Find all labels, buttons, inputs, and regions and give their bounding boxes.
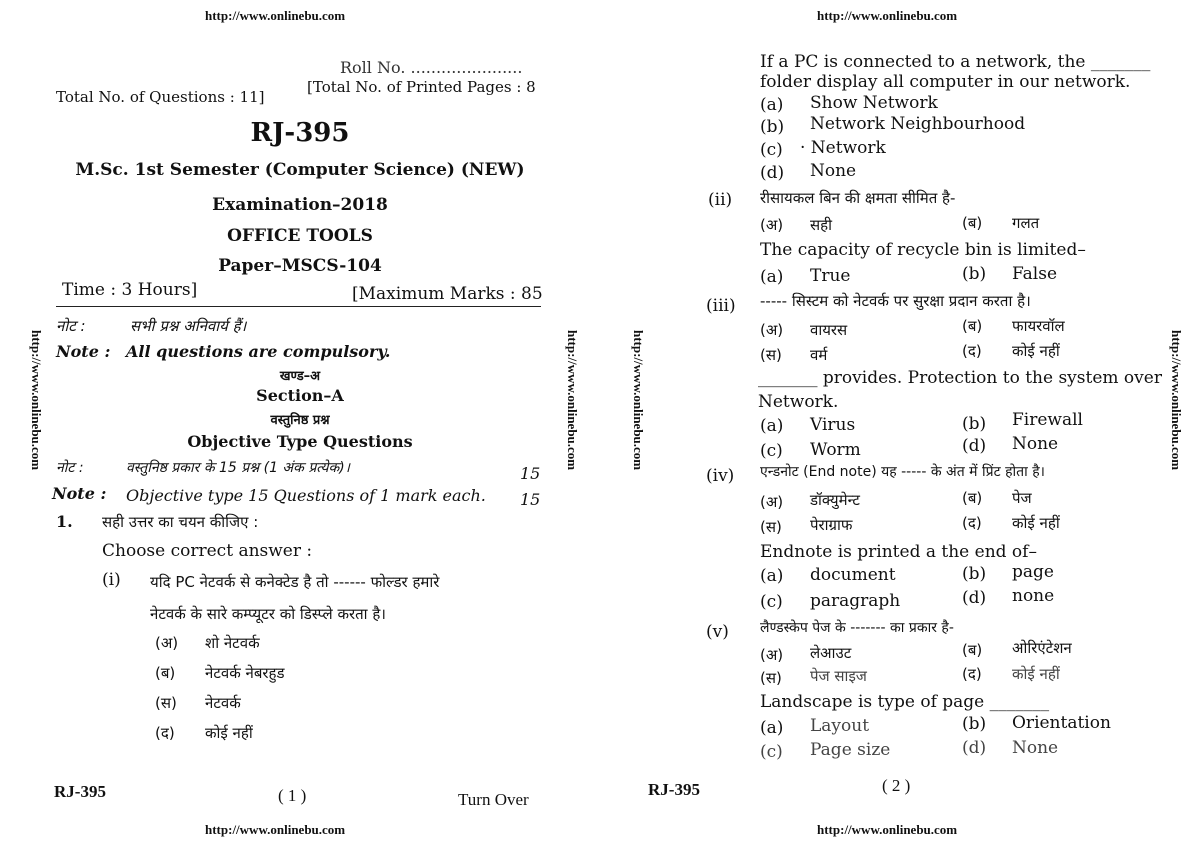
option-text: Virus — [810, 415, 856, 435]
question-i-en-line1: If a PC is connected to a network, the _______ — [760, 52, 1151, 72]
option-label: (b) — [760, 117, 785, 137]
option-label: (स) — [760, 669, 782, 687]
total-questions: Total No. of Questions : 11] — [56, 88, 265, 106]
question-1-en: Choose correct answer : — [102, 541, 313, 561]
option-text: नेटवर्क नेबरहुड — [205, 664, 285, 682]
option-label: (द) — [962, 514, 982, 532]
header-url-right: http://www.onlinebu.com — [817, 8, 958, 23]
question-iii-en-line1: _______ provides. Protection to the system over — [758, 368, 1162, 388]
footer-page-number-1: ( 1 ) — [278, 786, 307, 805]
paper-title: Paper–MSCS-104 — [218, 256, 382, 276]
option-label: (ब) — [962, 489, 983, 507]
option-label: (स) — [155, 694, 177, 712]
question-iv-en: Endnote is printed a the end of– — [760, 542, 1037, 562]
footer-url-left: http://www.onlinebu.com — [205, 822, 346, 837]
note2-en-label: Note : — [52, 484, 107, 503]
note2-en-text: Objective type 15 Questions of 1 mark each. — [126, 486, 486, 505]
header-url-left: http://www.onlinebu.com — [205, 8, 346, 23]
option-label: (स) — [760, 518, 782, 536]
option-label: (अ) — [760, 216, 784, 234]
option-label: (a) — [760, 95, 784, 115]
course-title: M.Sc. 1st Semester (Computer Science) (NEW) — [75, 160, 525, 180]
question-iii-en-line2: Network. — [758, 392, 839, 412]
time-limit: Time : 3 Hours] — [62, 280, 198, 300]
option-text: ओरिएंटेशन — [1012, 639, 1072, 657]
option-text: False — [1012, 264, 1057, 284]
option-label: (b) — [962, 564, 987, 584]
option-text: पेज साइज — [810, 667, 867, 685]
option-text: none — [1012, 586, 1055, 606]
option-text: शो नेटवर्क — [205, 634, 260, 652]
option-label: (a) — [760, 718, 784, 738]
question-ii-en: The capacity of recycle bin is limited– — [760, 240, 1086, 260]
question-1-number: 1. — [56, 512, 73, 531]
option-label: (अ) — [760, 321, 784, 339]
note2-hi-marks: 15 — [520, 464, 541, 483]
question-i-number: (i) — [102, 570, 121, 590]
option-label: (द) — [962, 665, 982, 683]
note2-hi-text: वस्तुनिष्ठ प्रकार के 15 प्रश्न (1 अंक प्रत्येक)। — [126, 460, 350, 476]
question-v-hi: लैण्डस्केप पेज के ------- का प्रकार है- — [760, 620, 954, 636]
option-label: (a) — [760, 267, 784, 287]
option-text: · Network — [800, 138, 886, 158]
section-en: Section–A — [256, 386, 344, 405]
paper-code: RJ-395 — [250, 118, 350, 148]
option-label: (स) — [760, 346, 782, 364]
option-text: सही — [810, 216, 832, 234]
side-url-3: http://www.onlinebu.com — [631, 330, 646, 471]
option-label: (d) — [962, 738, 987, 758]
question-ii-number: (ii) — [708, 190, 733, 210]
option-label: (अ) — [760, 646, 784, 664]
option-label: (द) — [155, 724, 175, 742]
option-text: None — [810, 161, 857, 181]
option-text: document — [810, 565, 896, 585]
option-label: (c) — [760, 742, 783, 762]
option-text: पेज — [1012, 489, 1032, 507]
option-label: (c) — [760, 140, 783, 160]
option-label: (c) — [760, 592, 783, 612]
objective-en: Objective Type Questions — [187, 432, 413, 451]
option-label: (ब) — [962, 317, 983, 335]
option-text: लेआउट — [810, 644, 852, 662]
option-text: कोई नहीं — [1012, 514, 1060, 532]
option-text: page — [1012, 562, 1054, 582]
option-text: Page size — [810, 740, 891, 760]
subject-title: OFFICE TOOLS — [227, 226, 373, 246]
option-text: None — [1012, 738, 1059, 758]
footer-page-number-2: ( 2 ) — [882, 776, 911, 795]
option-text: वर्म — [810, 346, 828, 364]
option-text: paragraph — [810, 591, 901, 611]
option-text: कोई नहीं — [1012, 665, 1060, 683]
footer-url-right: http://www.onlinebu.com — [817, 822, 958, 837]
option-label: (अ) — [760, 493, 784, 511]
option-label: (b) — [962, 714, 987, 734]
option-text: कोई नहीं — [205, 724, 253, 742]
option-text: Orientation — [1012, 713, 1111, 733]
question-i-hi-line2: नेटवर्क के सारे कम्प्यूटर को डिस्प्ले करता है। — [150, 605, 386, 623]
option-text: True — [810, 266, 851, 286]
footer-code-page1: RJ-395 — [54, 782, 106, 801]
note-hi-text: सभी प्रश्न अनिवार्य हैं। — [130, 317, 247, 335]
total-pages: [Total No. of Printed Pages : 8 — [307, 78, 536, 96]
option-text: पेराग्राफ — [810, 516, 853, 534]
option-label: (d) — [760, 163, 785, 183]
option-text: Network Neighbourhood — [810, 114, 1026, 134]
question-i-en-line2: folder display all computer in our network. — [760, 72, 1131, 92]
note2-hi-label: नोट : — [56, 460, 84, 476]
section-hi: खण्ड–अ — [279, 369, 321, 384]
note2-en-marks: 15 — [520, 490, 541, 509]
option-label: (d) — [962, 588, 987, 608]
option-text: Show Network — [810, 93, 938, 113]
option-label: (ब) — [155, 664, 176, 682]
question-iv-number: (iv) — [706, 466, 735, 486]
header-divider — [56, 306, 541, 307]
exam-title: Examination–2018 — [212, 195, 388, 215]
note-en-label: Note : — [56, 342, 111, 361]
option-label: (ब) — [962, 641, 983, 659]
option-label: (अ) — [155, 634, 179, 652]
question-iii-number: (iii) — [706, 296, 736, 316]
option-text: Firewall — [1012, 410, 1083, 430]
option-text: डॉक्युमेन्ट — [810, 491, 860, 509]
side-url-1: http://www.onlinebu.com — [29, 330, 44, 471]
question-v-en: Landscape is type of page _______ — [760, 692, 1050, 712]
option-text: वायरस — [810, 321, 848, 339]
option-label: (b) — [962, 264, 987, 284]
option-text: फायरवॉल — [1012, 317, 1065, 335]
option-text: कोई नहीं — [1012, 342, 1060, 360]
side-url-2: http://www.onlinebu.com — [565, 330, 580, 471]
question-v-number: (v) — [706, 622, 729, 642]
option-text: गलत — [1012, 214, 1040, 232]
option-text: None — [1012, 434, 1059, 454]
option-label: (a) — [760, 416, 784, 436]
question-iii-hi: ----- सिस्टम को नेटवर्क पर सुरक्षा प्रदान करता है। — [760, 292, 1031, 310]
option-text: नेटवर्क — [205, 694, 241, 712]
option-label: (ब) — [962, 214, 983, 232]
question-ii-hi: रीसायकल बिन की क्षमता सीमित है- — [760, 189, 956, 207]
option-label: (c) — [760, 441, 783, 461]
option-text: Worm — [810, 440, 861, 460]
question-iv-hi: एन्डनोट (End note) यह ----- के अंत में प्रिंट होता है। — [760, 464, 1045, 480]
option-label: (d) — [962, 436, 987, 456]
note-en-text: All questions are compulsory. — [126, 342, 391, 361]
maximum-marks: [Maximum Marks : 85 — [352, 284, 543, 304]
objective-hi: वस्तुनिष्ठ प्रश्न — [270, 413, 330, 428]
note-hi-label: नोट : — [56, 317, 86, 335]
side-url-4: http://www.onlinebu.com — [1169, 330, 1184, 471]
option-label: (b) — [962, 414, 987, 434]
option-label: (द) — [962, 342, 982, 360]
option-text: Layout — [810, 716, 870, 736]
question-i-hi-line1: यदि PC नेटवर्क से कनेक्टेड है तो ------ फोल्डर हमारे — [150, 573, 440, 591]
footer-code-page2: RJ-395 — [648, 780, 700, 799]
question-1-hi: सही उत्तर का चयन कीजिए : — [102, 513, 259, 531]
option-label: (a) — [760, 566, 784, 586]
roll-number: Roll No. ...................... — [340, 58, 523, 77]
footer-turn-over: Turn Over — [458, 790, 529, 809]
